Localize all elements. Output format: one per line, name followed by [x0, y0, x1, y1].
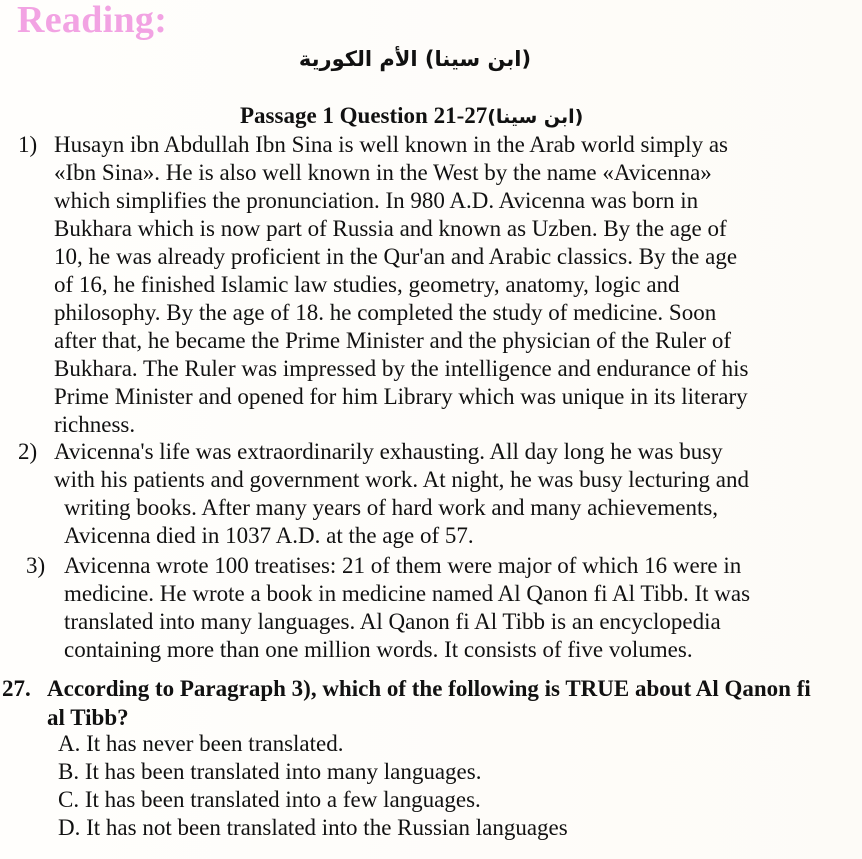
question-line: al Tibb? — [47, 705, 129, 730]
paragraph-2 — [18, 438, 749, 550]
arabic-title: (ابن سينا) الأم الكورية — [298, 47, 532, 71]
paragraph-line: which simplifies the pronunciation. In 980 A.D. Avicenna was born in — [54, 188, 699, 213]
paragraph-line: Husayn ibn Abdullah Ibn Sina is well known in the Arab world simply as — [54, 132, 728, 157]
paragraph-line: 10, he was already proficient in the Qur'an and Arabic classics. By the age — [54, 244, 738, 269]
paragraph-number: 1) — [18, 132, 38, 157]
paragraph-1 — [18, 131, 749, 439]
option-b[interactable]: B. It has been translated into many languages. — [58, 759, 482, 784]
paragraph-line: richness. — [54, 412, 136, 437]
question-line: According to Paragraph 3), which of the following is TRUE about Al Qanon fi — [47, 676, 811, 701]
paragraph-line: of 16, he finished Islamic law studies, geometry, anatomy, logic and — [54, 272, 680, 297]
passage-heading — [240, 103, 583, 129]
question-text — [47, 674, 811, 732]
paragraph-line: philosophy. By the age of 18. he completed the study of medicine. Soon — [54, 300, 717, 325]
paragraph-line: writing books. After many years of hard work and many achievements, — [64, 495, 719, 520]
paragraph-3 — [26, 552, 751, 664]
paragraph-line: containing more than one million words. It consists of five volumes. — [64, 637, 693, 662]
paragraph-line: Bukhara which is now part of Russia and known as Uzben. By the age of — [54, 216, 727, 241]
paragraph-line: «Ibn Sina». He is also well known in the West by the name «Avicenna» — [54, 160, 712, 185]
question-number: 27. — [2, 676, 31, 701]
paragraph-number: 2) — [18, 439, 38, 464]
paragraph-line: Avicenna died in 1037 A.D. at the age of 57. — [64, 523, 474, 548]
paragraph-line: Prime Minister and opened for him Library which was unique in its literary — [54, 384, 748, 409]
reading-title: Reading: — [17, 0, 168, 41]
paragraph-line: medicine. He wrote a book in medicine named Al Qanon fi Al Tibb. It was — [64, 581, 751, 606]
option-a[interactable]: A. It has never been translated. — [58, 731, 344, 756]
paragraph-line: Avicenna wrote 100 treatises: 21 of them were major of which 16 were in — [64, 553, 742, 578]
paragraph-line: translated into many languages. Al Qanon fi Al Tibb is an encyclopedia — [64, 609, 721, 634]
paragraph-line: with his patients and government work. At night, he was busy lecturing and — [54, 467, 749, 492]
paragraph-line: after that, he became the Prime Minister and the physician of the Ruler of — [54, 328, 731, 353]
passage-heading-text: Passage 1 Question 21-27 — [240, 103, 488, 128]
answer-options — [58, 730, 568, 842]
paragraph-number: 3) — [26, 553, 46, 578]
paragraph-line: Bukhara. The Ruler was impressed by the intelligence and endurance of his — [54, 356, 749, 381]
paragraph-line: Avicenna's life was extraordinarily exhausting. All day long he was busy — [54, 439, 723, 464]
option-d[interactable]: D. It has not been translated into the Russian languages — [58, 815, 568, 840]
passage-heading-arabic: (ابن سينا) — [487, 106, 584, 128]
option-c[interactable]: C. It has been translated into a few languages. — [58, 787, 481, 812]
